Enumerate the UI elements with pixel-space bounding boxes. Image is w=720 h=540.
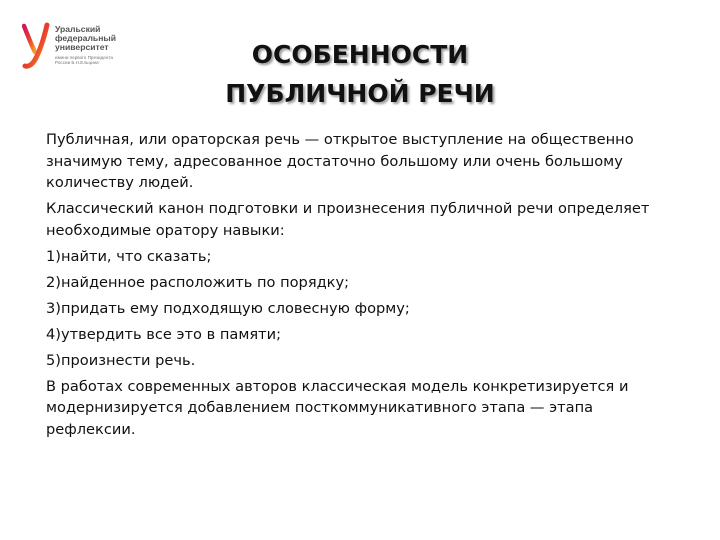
skill-item-3: 3)придать ему подходящую словесную форму; — [46, 299, 410, 317]
definition-paragraph: Публичная, или ораторская речь — открытое выступление на общественно значимую тему, адресованное достаточно большому или очень большому количеству людей. — [46, 131, 634, 191]
skill-item-4: 4)утвердить все это в памяти; — [46, 325, 282, 343]
skill-item-5: 5)произнести речь. — [46, 351, 196, 369]
canon-paragraph: Классический канон подготовки и произнесения публичной речи определяет необходимые оратору навыки: — [46, 200, 650, 239]
slide-title-line-1: ОСОБЕННОСТИ — [251, 40, 469, 69]
logo-subtitle-1: имени первого Президента — [55, 55, 113, 60]
logo-subtitle-2: России Б.Н.Ельцина — [55, 60, 99, 66]
slide-body — [46, 129, 686, 445]
university-logo-text — [55, 25, 145, 66]
modern-model-paragraph: В работах современных авторов классическая модель конкретизируется и модернизируется добавлением посткоммуникативного этапа — этапа рефлексии. — [46, 377, 629, 438]
university-logo-mark-icon — [22, 22, 52, 70]
university-logo — [22, 22, 142, 72]
slide-title-line-2: ПУБЛИЧНОЙ РЕЧИ — [225, 79, 495, 108]
logo-line-3: университет — [55, 42, 109, 52]
skill-item-1: 1)найти, что сказать; — [46, 247, 212, 265]
logo-line-2: федеральный — [55, 33, 117, 43]
logo-line-1: Уральский — [55, 24, 101, 34]
slide-title — [150, 35, 570, 113]
skill-item-2: 2)найденное расположить по порядку; — [46, 273, 350, 291]
